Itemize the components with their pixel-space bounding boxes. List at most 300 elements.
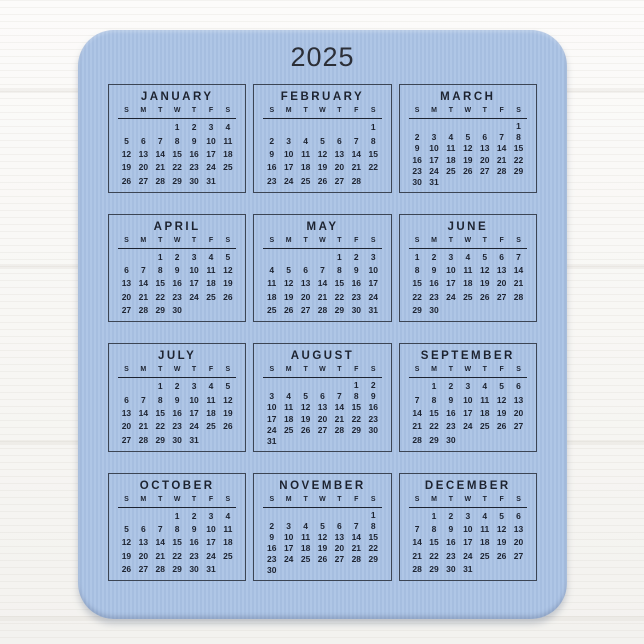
weekday-label: F [208, 236, 214, 244]
date-cell: 17 [189, 278, 199, 289]
weekday-label: W [173, 495, 181, 503]
date-cell: 9 [269, 531, 275, 542]
weekday-label: T [191, 236, 197, 244]
date-cell: 11 [480, 394, 490, 405]
date-cell: 17 [463, 537, 473, 548]
date-cell: 15 [429, 407, 439, 418]
weekday-label: W [173, 107, 181, 114]
weekday-label: S [269, 366, 275, 373]
date-cell: 4 [465, 251, 471, 262]
date-cell: 22 [412, 291, 422, 302]
date-cell: 12 [317, 531, 328, 542]
weekday-header-row [409, 107, 527, 119]
date-cell: 1 [337, 251, 342, 262]
date-cell: 16 [412, 154, 422, 165]
date-cell: 7 [157, 135, 163, 146]
date-cell: 26 [121, 175, 132, 186]
weekday-label: S [414, 495, 420, 503]
date-cell: 7 [140, 265, 146, 276]
date-cell: 16 [189, 537, 199, 548]
date-cell: 31 [368, 305, 378, 316]
date-cell: 21 [138, 421, 149, 432]
date-cell: 1 [431, 381, 437, 392]
date-cell: 21 [351, 543, 362, 554]
date-cell: 14 [351, 148, 362, 159]
weekday-label: S [370, 495, 376, 503]
date-cell: 27 [334, 175, 345, 186]
weekday-label: S [269, 107, 275, 114]
date-cell: 19 [300, 413, 311, 424]
weekday-label: T [482, 107, 487, 114]
date-cell: 14 [138, 407, 149, 418]
month-card [108, 214, 246, 323]
date-cell: 13 [513, 524, 524, 535]
date-cell: 20 [496, 278, 507, 289]
date-cell: 11 [446, 143, 456, 154]
weekday-label: M [431, 366, 437, 373]
date-cell: 5 [124, 135, 129, 146]
date-cell: 12 [317, 148, 328, 159]
weekday-label: M [285, 236, 292, 244]
weekday-label: T [303, 107, 308, 114]
date-cell: 28 [138, 434, 149, 445]
date-cell: 6 [124, 394, 129, 405]
date-cell: 9 [269, 148, 275, 159]
date-cell: 3 [208, 510, 214, 521]
date-cell: 13 [496, 265, 507, 276]
date-cell: 6 [516, 510, 521, 521]
date-cell: 28 [155, 564, 165, 575]
date-cell: 4 [286, 391, 292, 402]
date-cell: 3 [208, 122, 214, 133]
date-cell: 12 [223, 265, 233, 276]
month-card [253, 343, 391, 452]
date-cell: 8 [157, 265, 163, 276]
date-cell: 3 [191, 381, 197, 392]
date-cell: 18 [300, 543, 311, 554]
date-cell: 6 [482, 132, 488, 143]
date-cell: 16 [172, 407, 182, 418]
date-cell: 27 [121, 434, 132, 445]
date-cell: 3 [431, 132, 437, 143]
date-cell: 19 [496, 407, 507, 418]
date-cell: 19 [223, 407, 233, 418]
date-grid [263, 251, 381, 318]
date-cell: 9 [414, 143, 420, 154]
date-cell: 17 [463, 407, 473, 418]
date-cell: 11 [480, 524, 490, 535]
date-cell: 17 [429, 154, 439, 165]
date-cell: 25 [267, 305, 277, 316]
weekday-label: M [140, 107, 147, 114]
date-cell: 11 [267, 278, 277, 289]
date-cell: 7 [320, 265, 325, 276]
date-cell: 16 [351, 278, 362, 289]
weekday-label: F [354, 107, 359, 114]
date-cell: 5 [124, 524, 129, 535]
date-cell: 22 [429, 550, 439, 561]
weekday-label: T [482, 236, 487, 244]
date-cell: 9 [448, 524, 454, 535]
date-cell: 5 [320, 520, 325, 531]
date-cell: 6 [140, 135, 146, 146]
date-cell: 18 [479, 407, 490, 418]
month-name: MAY [306, 220, 339, 233]
date-cell: 18 [300, 162, 311, 173]
date-cell: 20 [513, 407, 524, 418]
date-cell: 13 [317, 402, 328, 413]
month-name: APRIL [153, 220, 201, 233]
date-cell: 4 [208, 251, 214, 262]
date-cell: 18 [267, 291, 277, 302]
date-cell: 30 [189, 564, 199, 575]
date-cell: 29 [155, 305, 165, 316]
date-cell: 17 [189, 407, 199, 418]
date-cell: 8 [174, 524, 180, 535]
date-cell: 19 [283, 291, 294, 302]
weekday-header-row [263, 496, 381, 508]
date-cell: 10 [283, 531, 294, 542]
date-cell: 27 [138, 175, 149, 186]
date-cell: 3 [191, 251, 197, 262]
month-card [253, 214, 391, 323]
date-cell: 30 [172, 305, 182, 316]
date-cell: 14 [155, 148, 165, 159]
month-name: JULY [157, 350, 197, 362]
weekday-label: M [140, 495, 147, 503]
date-cell: 27 [479, 165, 490, 176]
date-cell: 28 [351, 554, 362, 565]
date-cell: 21 [317, 291, 328, 302]
weekday-label: S [370, 236, 376, 244]
date-cell: 10 [429, 143, 439, 154]
date-cell: 14 [317, 278, 328, 289]
date-cell: 29 [172, 175, 182, 186]
date-cell: 5 [303, 391, 308, 402]
date-cell: 6 [516, 381, 521, 392]
date-cell: 2 [174, 251, 180, 262]
weekday-label: T [191, 495, 197, 503]
date-cell: 8 [431, 524, 437, 535]
weekday-header-row [263, 366, 381, 378]
date-cell: 1 [431, 510, 437, 521]
date-grid [118, 121, 236, 188]
date-cell: 12 [300, 402, 311, 413]
date-cell: 26 [317, 554, 328, 565]
date-cell: 26 [496, 421, 507, 432]
weekday-label: M [140, 236, 147, 244]
date-cell: 8 [353, 391, 359, 402]
date-cell: 29 [155, 434, 165, 445]
date-cell: 21 [334, 413, 345, 424]
month-card [399, 473, 537, 582]
weekday-label: M [431, 495, 437, 503]
date-cell: 17 [283, 162, 294, 173]
date-cell: 25 [206, 421, 216, 432]
date-cell: 25 [206, 291, 216, 302]
date-cell: 27 [317, 424, 328, 435]
year-title: 2025 [290, 42, 355, 72]
date-cell: 12 [223, 394, 233, 405]
date-cell: 16 [172, 278, 182, 289]
date-cell: 1 [414, 251, 420, 262]
date-cell: 28 [317, 305, 328, 316]
date-cell: 30 [267, 565, 277, 576]
date-cell: 24 [206, 162, 216, 173]
date-cell: 2 [269, 135, 275, 146]
weekday-label: T [337, 495, 342, 503]
weekday-header-row [263, 237, 381, 249]
weekday-label: W [173, 366, 181, 373]
date-cell: 14 [138, 278, 149, 289]
date-cell: 21 [412, 550, 422, 561]
date-cell: 13 [479, 143, 490, 154]
date-cell: 7 [353, 135, 359, 146]
date-cell: 17 [446, 278, 456, 289]
weekday-label: M [431, 236, 437, 244]
weekday-label: S [225, 107, 231, 114]
date-cell: 30 [351, 305, 362, 316]
date-cell: 16 [189, 148, 199, 159]
weekday-label: F [208, 366, 214, 373]
date-cell: 23 [189, 550, 199, 561]
weekday-label: S [516, 107, 521, 114]
month-card [108, 343, 246, 452]
weekday-label: M [285, 107, 292, 114]
date-cell: 28 [351, 175, 362, 186]
date-cell: 14 [334, 402, 345, 413]
date-cell: 28 [412, 564, 422, 575]
weekday-label: S [269, 236, 275, 244]
date-cell: 12 [496, 394, 507, 405]
date-cell: 25 [446, 165, 456, 176]
date-cell: 13 [138, 148, 149, 159]
date-cell: 11 [301, 148, 311, 159]
date-grid [409, 380, 527, 447]
weekday-label: M [285, 495, 292, 503]
date-cell: 1 [353, 380, 359, 391]
date-cell: 1 [174, 122, 180, 133]
date-cell: 22 [368, 543, 378, 554]
date-cell: 26 [317, 175, 328, 186]
date-cell: 7 [353, 520, 359, 531]
date-cell: 17 [206, 537, 216, 548]
date-cell: 7 [414, 394, 420, 405]
date-cell: 18 [223, 537, 233, 548]
date-cell: 3 [465, 381, 471, 392]
weekday-header-row [409, 237, 527, 249]
date-cell: 1 [370, 122, 376, 133]
date-cell: 26 [223, 421, 233, 432]
month-card [399, 214, 537, 323]
weekday-label: S [124, 236, 129, 244]
date-cell: 5 [482, 251, 488, 262]
weekday-label: M [285, 366, 292, 373]
weekday-label: F [499, 236, 504, 244]
date-cell: 2 [191, 510, 197, 521]
month-card [253, 84, 391, 193]
weekday-label: S [370, 366, 376, 373]
date-cell: 29 [172, 564, 182, 575]
date-cell: 15 [172, 148, 182, 159]
weekday-label: F [208, 495, 214, 503]
date-cell: 23 [351, 291, 362, 302]
date-cell: 16 [429, 278, 439, 289]
date-cell: 20 [479, 154, 490, 165]
date-grid [409, 510, 527, 577]
weekday-label: T [158, 236, 163, 244]
date-cell: 4 [225, 122, 231, 133]
date-cell: 22 [351, 413, 362, 424]
date-cell: 27 [138, 564, 149, 575]
date-cell: 12 [496, 524, 507, 535]
date-cell: 23 [267, 175, 277, 186]
date-cell: 13 [138, 537, 149, 548]
weekday-label: W [464, 107, 472, 114]
date-cell: 16 [446, 407, 456, 418]
date-cell: 12 [121, 148, 132, 159]
date-cell: 29 [513, 165, 524, 176]
weekday-label: T [303, 495, 308, 503]
date-cell: 17 [267, 413, 277, 424]
date-cell: 21 [138, 291, 149, 302]
date-cell: 26 [223, 291, 233, 302]
date-cell: 10 [267, 402, 277, 413]
date-cell: 8 [157, 394, 163, 405]
month-name: AUGUST [290, 350, 355, 362]
date-cell: 21 [513, 278, 524, 289]
date-cell: 10 [206, 135, 216, 146]
date-cell: 25 [223, 162, 233, 173]
date-cell: 10 [189, 265, 199, 276]
date-cell: 30 [412, 176, 422, 187]
month-name: OCTOBER [139, 479, 215, 492]
date-cell: 4 [303, 520, 308, 531]
date-cell: 6 [337, 520, 342, 531]
date-cell: 5 [320, 135, 325, 146]
month-name: JANUARY [140, 91, 214, 103]
date-cell: 9 [191, 524, 197, 535]
date-cell: 15 [368, 148, 378, 159]
date-cell: 28 [496, 165, 507, 176]
date-cell: 24 [267, 424, 277, 435]
date-cell: 23 [412, 165, 422, 176]
date-cell: 3 [448, 251, 454, 262]
date-cell: 15 [155, 278, 165, 289]
date-cell: 8 [337, 265, 342, 276]
date-cell: 29 [412, 305, 422, 316]
date-cell: 1 [157, 381, 163, 392]
date-cell: 22 [172, 550, 182, 561]
date-cell: 13 [121, 278, 132, 289]
date-cell: 6 [337, 135, 342, 146]
date-cell: 20 [121, 291, 132, 302]
date-cell: 26 [463, 165, 473, 176]
date-cell: 7 [516, 251, 521, 262]
weekday-label: T [448, 236, 454, 244]
weekday-label: S [225, 495, 231, 503]
date-cell: 12 [121, 537, 132, 548]
date-cell: 24 [189, 421, 199, 432]
date-grid [118, 510, 236, 577]
weekday-label: T [448, 366, 454, 373]
date-cell: 31 [206, 175, 216, 186]
date-cell: 8 [174, 135, 180, 146]
date-cell: 23 [267, 554, 277, 565]
date-cell: 9 [191, 135, 197, 146]
date-cell: 13 [334, 148, 345, 159]
date-cell: 29 [351, 424, 362, 435]
date-cell: 12 [479, 265, 490, 276]
date-cell: 31 [463, 564, 473, 575]
date-cell: 8 [516, 132, 521, 143]
date-cell: 24 [429, 165, 439, 176]
date-cell: 18 [283, 413, 294, 424]
date-cell: 19 [317, 543, 328, 554]
weekday-label: T [337, 107, 342, 114]
weekday-label: T [448, 495, 454, 503]
weekday-label: W [319, 107, 326, 114]
weekday-label: F [499, 107, 504, 114]
date-cell: 18 [206, 407, 216, 418]
date-cell: 30 [429, 305, 439, 316]
month-name: NOVEMBER [279, 479, 366, 492]
date-cell: 20 [121, 421, 132, 432]
date-cell: 31 [429, 176, 439, 187]
date-cell: 1 [157, 251, 163, 262]
weekday-label: S [124, 366, 129, 373]
date-cell: 30 [446, 434, 456, 445]
date-cell: 24 [368, 291, 378, 302]
date-cell: 22 [429, 421, 439, 432]
weekday-header-row [409, 496, 527, 508]
date-cell: 22 [513, 154, 524, 165]
date-cell: 27 [496, 291, 507, 302]
date-cell: 22 [368, 162, 378, 173]
weekday-label: M [431, 107, 437, 114]
date-cell: 4 [482, 381, 488, 392]
date-cell: 10 [189, 394, 199, 405]
date-cell: 5 [499, 381, 504, 392]
date-cell: 16 [267, 162, 277, 173]
date-cell: 22 [334, 291, 345, 302]
date-cell: 1 [516, 121, 521, 132]
weekday-header-row [118, 107, 236, 119]
weekday-label: F [499, 366, 504, 373]
date-cell: 24 [206, 550, 216, 561]
calendar-mousepad [78, 30, 567, 619]
date-cell: 9 [448, 394, 454, 405]
date-cell: 1 [174, 510, 180, 521]
date-cell: 19 [317, 162, 328, 173]
date-cell: 27 [121, 305, 132, 316]
month-card [108, 84, 246, 193]
date-cell: 14 [412, 407, 422, 418]
date-cell: 16 [267, 543, 277, 554]
date-grid [409, 121, 527, 188]
date-cell: 13 [513, 394, 524, 405]
date-cell: 24 [446, 291, 456, 302]
date-cell: 15 [368, 531, 378, 542]
date-cell: 23 [172, 291, 182, 302]
date-cell: 10 [463, 524, 473, 535]
date-cell: 10 [283, 148, 294, 159]
weekday-label: T [482, 366, 487, 373]
date-cell: 31 [189, 434, 199, 445]
weekday-header-row [118, 366, 236, 378]
date-cell: 4 [225, 510, 231, 521]
date-cell: 19 [479, 278, 490, 289]
